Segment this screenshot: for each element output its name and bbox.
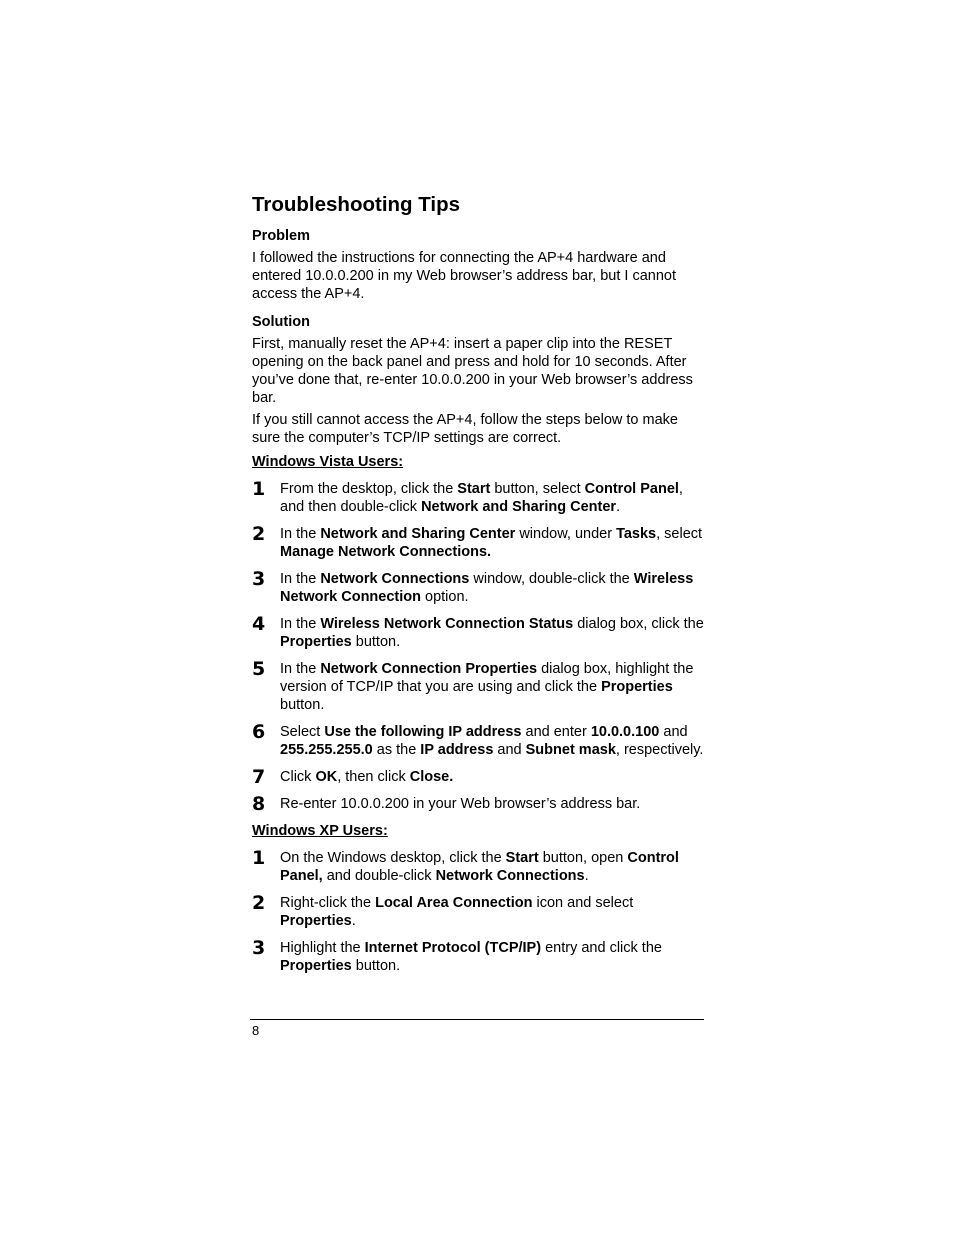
step-text-bold: Wireless Network Connection Status — [320, 615, 574, 632]
step-text-bold: Properties — [601, 678, 673, 695]
step-item — [252, 891, 704, 930]
step-number: 7 — [252, 765, 266, 788]
step-number: 2 — [252, 891, 266, 914]
step-text — [280, 615, 704, 651]
step-text-bold: Network Connections — [320, 570, 470, 587]
step-text-run: In the — [280, 615, 321, 632]
step-text-bold: Subnet mask — [525, 741, 616, 758]
step-text — [280, 480, 704, 516]
xp-heading: Windows XP Users: — [252, 822, 388, 839]
xp-steps-list — [252, 846, 704, 975]
step-number: 1 — [252, 846, 266, 869]
step-text-run: Select — [280, 723, 325, 740]
step-text-run: button, open — [538, 849, 628, 866]
step-text-bold: Control Panel — [584, 480, 679, 497]
solution-label: Solution — [252, 313, 310, 330]
step-text-bold: 10.0.0.100 — [590, 723, 660, 740]
step-text-bold: Wireless Network Connection — [280, 570, 694, 605]
step-text-run: entry and click the — [541, 939, 662, 956]
step-item — [252, 477, 704, 516]
step-text — [280, 723, 704, 759]
step-text-run: , and then double-click — [280, 480, 683, 515]
step-number: 3 — [252, 936, 266, 959]
step-text-run: Highlight the — [280, 939, 365, 956]
step-text — [280, 894, 704, 930]
vista-heading: Windows Vista Users: — [252, 453, 404, 470]
step-text-bold: Use the following IP address — [324, 723, 522, 740]
step-text-bold: Start — [505, 849, 539, 866]
step-item — [252, 792, 704, 815]
step-text — [280, 939, 704, 975]
step-text-run: , select — [656, 525, 703, 542]
step-text-bold: Control Panel, — [280, 849, 679, 884]
step-text-run: , respectively. — [615, 741, 704, 758]
vista-steps-list — [252, 477, 704, 815]
step-text-bold: Network Connection Properties — [320, 660, 538, 677]
problem-text: I followed the instructions for connecting the AP+4 hardware and entered 10.0.0.200 in my Web browser’s address bar, but I cannot access the AP+4. — [252, 249, 676, 302]
step-text-bold: Network and Sharing Center — [421, 498, 617, 515]
step-text-run: button. — [351, 633, 401, 650]
page-number: 8 — [252, 1023, 260, 1038]
step-item — [252, 720, 704, 759]
step-text-bold: Manage Network Connections. — [280, 543, 492, 560]
step-text-bold: IP address — [420, 741, 494, 758]
step-text-run: button, select — [490, 480, 585, 497]
step-number: 5 — [252, 657, 266, 680]
step-text-run: window, double-click the — [469, 570, 634, 587]
step-item — [252, 846, 704, 885]
problem-label: Problem — [252, 227, 311, 244]
step-text-run: , then click — [337, 768, 410, 785]
step-text-bold: OK — [315, 768, 338, 785]
step-text — [280, 849, 704, 885]
solution-paragraph-1: First, manually reset the AP+4: insert a paper clip into the RESET opening on the back panel and press and hold for 10 seconds. After you’ve done that, re-enter 10.0.0.200 in your Web browser’s address bar. — [252, 335, 693, 406]
step-text-run: In the — [280, 570, 321, 587]
step-text-run: Re-enter 10.0.0.200 in your Web browser’s address bar. — [280, 795, 641, 812]
step-text-run: . — [616, 498, 621, 515]
step-text-bold: Network Connections — [435, 867, 585, 884]
step-text-run: dialog box, highlight the version of TCP/IP that you are using and click the — [280, 660, 694, 695]
document-page — [252, 193, 704, 984]
step-text-run: and enter — [521, 723, 591, 740]
step-item — [252, 765, 704, 788]
step-number: 2 — [252, 522, 266, 545]
step-text — [280, 525, 704, 561]
step-text-run: On the Windows desktop, click the — [280, 849, 506, 866]
step-number: 4 — [252, 612, 266, 635]
step-text-run: window, under — [515, 525, 617, 542]
step-item — [252, 936, 704, 975]
step-item — [252, 612, 704, 651]
footer-rule — [250, 1019, 704, 1020]
step-text-run: and double-click — [322, 867, 436, 884]
step-text-bold: Properties — [280, 957, 352, 974]
step-text-bold: Network and Sharing Center — [320, 525, 516, 542]
step-text-run: In the — [280, 525, 321, 542]
step-text-bold: Internet Protocol (TCP/IP) — [364, 939, 542, 956]
step-text-run: as the — [372, 741, 421, 758]
step-text-run: Click — [280, 768, 316, 785]
step-text-run: In the — [280, 660, 321, 677]
step-text-run: and — [493, 741, 526, 758]
step-text-bold: Start — [457, 480, 491, 497]
step-text-bold: 255.255.255.0 — [280, 741, 373, 758]
step-text-bold: Properties — [280, 633, 352, 650]
step-text — [280, 660, 704, 714]
step-text — [280, 795, 704, 813]
step-text-run: icon and select — [532, 894, 634, 911]
step-text — [280, 570, 704, 606]
step-text-bold: Properties — [280, 912, 352, 929]
page-title: Troubleshooting Tips — [252, 193, 461, 216]
step-item — [252, 657, 704, 714]
step-item — [252, 567, 704, 606]
step-number: 6 — [252, 720, 266, 743]
step-text-run: button. — [280, 696, 325, 713]
step-text-bold: Local Area Connection — [375, 894, 533, 911]
step-number: 8 — [252, 792, 266, 815]
step-text-run: Right-click the — [280, 894, 376, 911]
step-number: 1 — [252, 477, 266, 500]
step-text-run: dialog box, click the — [573, 615, 704, 632]
step-text-run: button. — [351, 957, 401, 974]
step-text-run: . — [351, 912, 356, 929]
step-text-bold: Close. — [409, 768, 454, 785]
step-item — [252, 522, 704, 561]
step-text-run: option. — [420, 588, 469, 605]
step-text-run: and — [659, 723, 688, 740]
step-text-run: . — [584, 867, 589, 884]
step-text-bold: Tasks — [616, 525, 657, 542]
solution-paragraph-2: If you still cannot access the AP+4, follow the steps below to make sure the computer’s TCP/IP settings are correct. — [252, 411, 678, 446]
step-text-run: From the desktop, click the — [280, 480, 458, 497]
step-number: 3 — [252, 567, 266, 590]
step-text — [280, 768, 704, 786]
